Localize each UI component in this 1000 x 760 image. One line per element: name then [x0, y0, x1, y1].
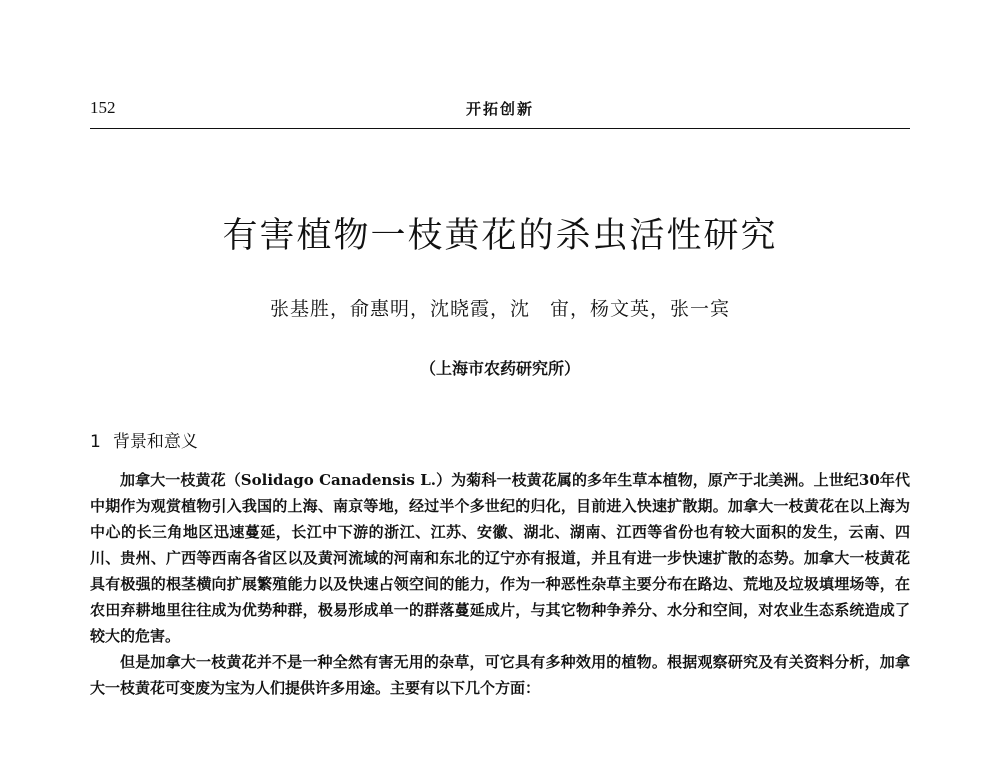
section-title: 背景和意义	[112, 432, 198, 452]
author-list: 张基胜，俞惠明，沈晓霞，沈 宙，杨文英，张一宾	[269, 298, 730, 320]
paragraph: 加拿大一枝黄花（Solidago Canadensis L.）为菊科一枝黄花属的多年生草本植物，原产于北美洲。上世纪30年代中期作为观赏植物引入我国的上海、南京等地，经过半个多世纪的归化，目前进入快速扩散期。加拿大一枝黄花在以上海为中心的长三角地区迅速蔓延，长江中下游的浙江、江苏、安徽、湖北、湖南、江西等省份也有较大面积的发生，云南、四川、贵州、广西等西南各省区以及黄河流域的河南和东北的辽宁亦有报道，并且有进一步快速扩散的态势。加拿大一枝黄花具有极强的根茎横向扩展繁殖能力以及快速占领空间的能力，作为一种恶性杂草主要分布在路边、荒地及垃圾填埋场等，在农田弃耕地里往往成为优势种群，极易形成单一的群落蔓延成片，与其它物种争养分、水分和空间，对农业生态系统造成了较大的危害。	[90, 471, 910, 645]
running-head	[90, 96, 910, 129]
journal-name: 开拓创新	[465, 100, 534, 118]
article-title: 有害植物一枝黄花的杀虫活性研究	[222, 216, 778, 256]
paragraph: 但是加拿大一枝黄花并不是一种全然有害无用的杂草，可它具有多种效用的植物。根据观察研究及有关资料分析，加拿大一枝黄花可变废为宝为人们提供许多用途。主要有以下几个方面：	[90, 653, 910, 697]
page-number: 152	[90, 98, 116, 117]
body-text	[90, 467, 910, 701]
affiliation: （上海市农药研究所）	[419, 359, 580, 378]
section-heading	[90, 427, 198, 452]
section-number: 1	[90, 432, 101, 452]
